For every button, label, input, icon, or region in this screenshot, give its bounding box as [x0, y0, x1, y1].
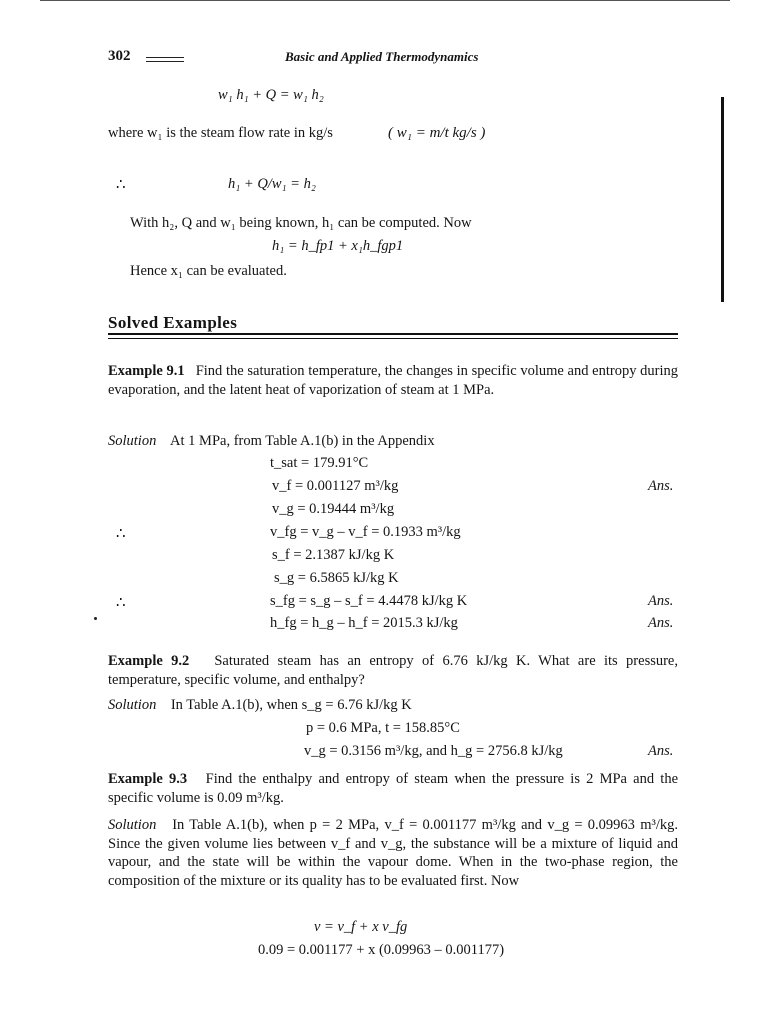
example-9-2-solution-line	[108, 696, 412, 714]
ex1-line-5: s_f = 2.1387 kJ/kg K	[272, 547, 395, 563]
intro-where-equation: ( w₁ = m/t kg/s )	[388, 125, 486, 141]
section-rule	[108, 333, 678, 339]
ex1-line-6: s_g = 6.5865 kJ/kg K	[274, 570, 399, 586]
example-9-1-question-text: Find the saturation temperature, the changes in specific volume and entropy during evaporation, and the latent heat of vaporization of steam at 1 MPa.	[108, 363, 679, 398]
ex1-ans-8: Ans.	[648, 615, 674, 631]
top-border-line	[40, 0, 730, 1]
ex1-line-4: v_fg = v_g – v_f = 0.1933 m³/kg	[270, 524, 461, 540]
example-9-3-solution-text: In Table A.1(b), when p = 2 MPa, v_f = 0.001177 m³/kg and v_g = 0.09963 m³/kg. Since the given volume lies between v_f and v_g, the substance will be a mixture of liquid and vapour, and the state will be within the vapour dome. When in the two-phase region, the composition of the mixture or its quality has to be evaluated first. Now	[108, 817, 679, 889]
example-9-3-solution-label: Solution	[108, 817, 157, 833]
intro-equation-3: h₁ = h_fp1 + x₁h_fgp1	[272, 238, 404, 254]
intro-equation-2: h₁ + Q/w₁ = h₂	[228, 176, 316, 192]
intro-where-text: where w₁ is the steam flow rate in kg/s	[108, 125, 333, 141]
ex1-line-2: v_f = 0.001127 m³/kg	[272, 478, 399, 494]
therefore-symbol: ∴	[116, 177, 126, 193]
ex1-line-7: s_fg = s_g – s_f = 4.4478 kJ/kg K	[270, 593, 468, 609]
intro-equation-1: w₁ h₁ + Q = w₁ h₂	[218, 87, 324, 103]
example-9-1-question	[108, 362, 678, 399]
ex1-line-8: h_fg = h_g – h_f = 2015.3 kJ/kg	[270, 615, 458, 631]
section-title: Solved Examples	[108, 313, 238, 332]
therefore-symbol-3: ∴	[116, 595, 126, 611]
stray-mark	[94, 617, 97, 620]
running-title: Basic and Applied Thermodynamics	[285, 49, 479, 64]
example-9-2-question	[108, 652, 678, 689]
example-9-3-solution	[108, 816, 678, 890]
intro-with-text: With h₂, Q and w₁ being known, h₁ can be computed. Now	[130, 215, 472, 231]
example-9-1-solution-intro: At 1 MPa, from Table A.1(b) in the Appendix	[170, 433, 435, 449]
example-9-3-question	[108, 770, 678, 807]
example-9-1-label: Example 9.1	[108, 363, 185, 379]
ex3-equation-2: 0.09 = 0.001177 + x (0.09963 – 0.001177)	[258, 942, 505, 958]
therefore-symbol-2: ∴	[116, 526, 126, 542]
ex2-line-1: p = 0.6 MPa, t = 158.85°C	[306, 720, 460, 736]
example-9-3-question-text: Find the enthalpy and entropy of steam when the pressure is 2 MPa and the specific volume is 0.09 m³/kg.	[108, 771, 679, 806]
example-9-2-question-text: Saturated steam has an entropy of 6.76 kJ/kg K. What are its pressure, temperature, specific volume, and enthalpy?	[108, 653, 678, 688]
ex2-ans: Ans.	[648, 743, 674, 759]
ex3-equation-1: v = v_f + x v_fg	[314, 919, 408, 935]
intro-hence-text: Hence x₁ can be evaluated.	[130, 263, 287, 279]
example-9-2-solution-intro: In Table A.1(b), when s_g = 6.76 kJ/kg K	[170, 697, 412, 713]
page-number: 302	[108, 48, 131, 64]
example-9-3-label: Example 9.3	[108, 771, 188, 787]
folio-rule	[146, 57, 184, 62]
margin-change-bar	[721, 97, 724, 302]
ex2-line-2: v_g = 0.3156 m³/kg, and h_g = 2756.8 kJ/kg	[304, 743, 563, 759]
example-9-2-label: Example 9.2	[108, 653, 190, 669]
example-9-2-solution-label: Solution	[108, 697, 157, 713]
ex1-ans-7: Ans.	[648, 593, 674, 609]
ex1-line-3: v_g = 0.19444 m³/kg	[272, 501, 395, 517]
ex1-ans-2: Ans.	[648, 478, 674, 494]
ex1-line-1: t_sat = 179.91°C	[270, 455, 369, 471]
example-9-1-solution-label: Solution	[108, 433, 157, 449]
example-9-1-solution-line	[108, 432, 435, 450]
